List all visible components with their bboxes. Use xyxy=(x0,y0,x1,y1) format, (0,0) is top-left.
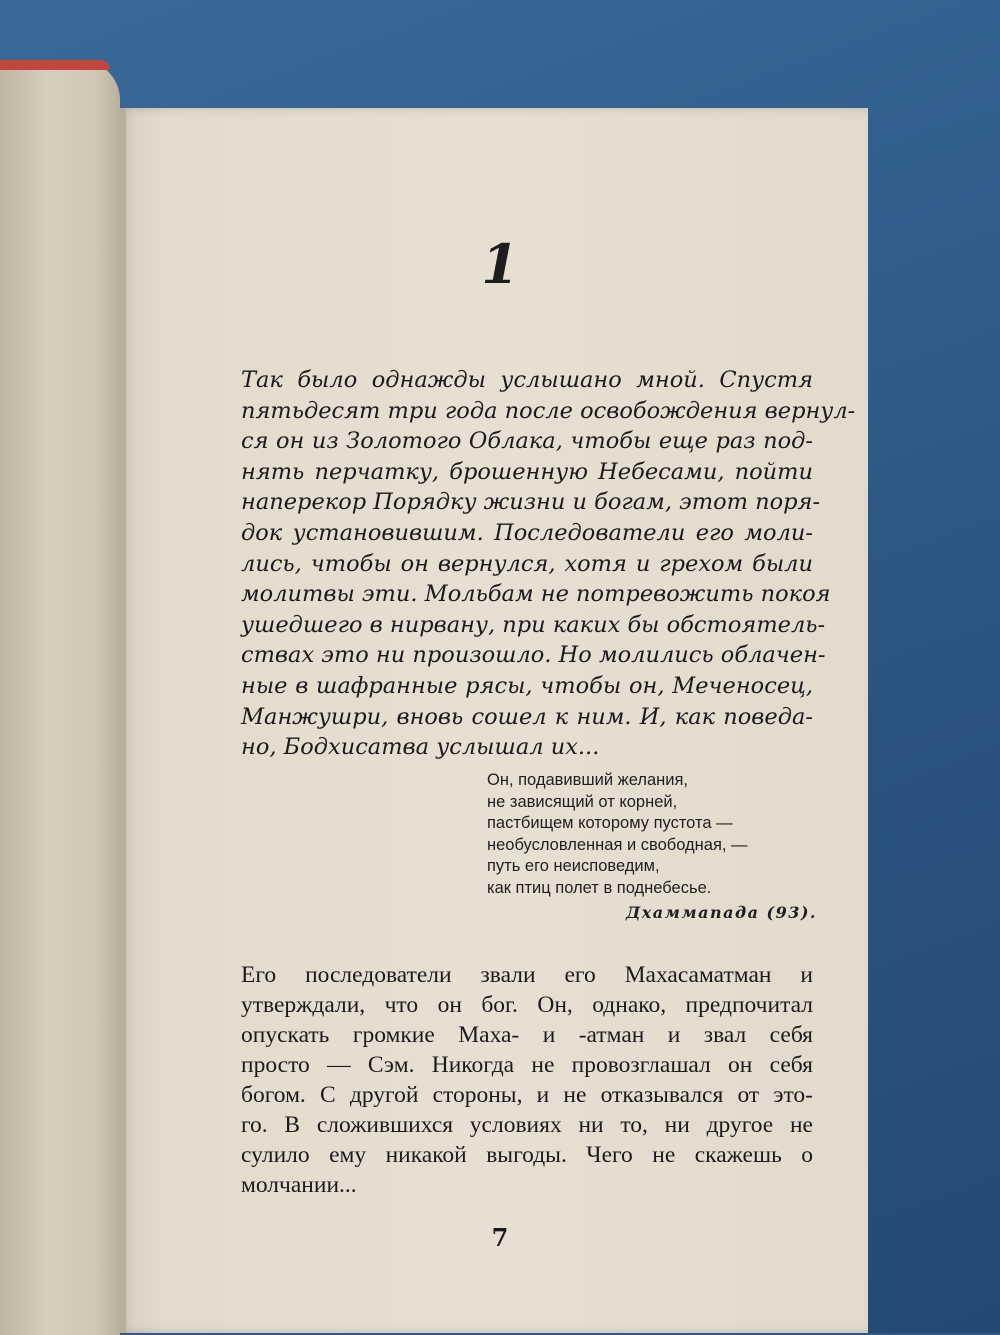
epigraph-line: ся он из Золотого Облака, чтобы еще раз под- xyxy=(241,428,813,455)
body-line: богом. С другой стороны, и не отказывался от это- xyxy=(241,1082,813,1108)
poem-source: Дхаммапада (93). xyxy=(626,902,817,922)
poem-line: пастбищем которому пустота — xyxy=(487,814,733,833)
body-line: опускать громкие Маха- и -атман и звал себя xyxy=(241,1022,813,1048)
body-line: сулило ему никакой выгоды. Чего не скажешь о xyxy=(241,1142,813,1168)
poem-line: как птиц полет в поднебесье. xyxy=(487,878,712,897)
epigraph-line: док установившим. Последователи его моли- xyxy=(241,519,813,546)
page-number: 7 xyxy=(491,1223,509,1252)
epigraph xyxy=(241,365,856,763)
epigraph-line: ушедшего в нирвану, при каких бы обстоятель- xyxy=(241,611,826,638)
epigraph-line: пятьдесят три года после освобождения вернул- xyxy=(241,397,856,424)
epigraph-line: но, Бодхисатва услышал их... xyxy=(241,734,600,761)
body-line: го. В сложившихся условиях ни то, ни другое не xyxy=(241,1112,813,1138)
body-line: утверждали, что он бог. Он, однако, предпочитал xyxy=(241,992,813,1018)
epigraph-line: лись, чтобы он вернулся, хотя и грехом были xyxy=(241,550,813,577)
epigraph-line: нять перчатку, брошенную Небесами, пойти xyxy=(241,458,813,485)
poem-line: Он, подавивший желания, xyxy=(487,771,688,789)
epigraph-line: ные в шафранные рясы, чтобы он, Меченосец, xyxy=(241,672,813,699)
epigraph-line: наперекор Порядку жизни и богам, этот поря- xyxy=(241,489,821,516)
chapter-number: 1 xyxy=(481,232,519,296)
epigraph-line: Манжушри, вновь сошел к ним. И, как поведа- xyxy=(241,703,813,730)
poem-quote xyxy=(487,770,817,923)
epigraph-line: молитвы эти. Мольбам не потревожить покоя xyxy=(241,581,831,608)
book-cover-edge xyxy=(0,60,110,70)
poem-line: не зависящий от корней, xyxy=(487,792,678,811)
body-line: молчании... xyxy=(241,1172,357,1198)
poem-line: необусловленная и свободная, — xyxy=(487,835,748,854)
body-paragraph xyxy=(241,960,813,1200)
body-line: просто — Сэм. Никогда не провозглашал он себя xyxy=(241,1052,813,1078)
epigraph-line: ствах это ни произошло. Но молились облачен- xyxy=(241,642,826,669)
epigraph-line: Так было однажды услышано мной. Спустя xyxy=(241,367,813,393)
poem-line: путь его неисповедим, xyxy=(487,857,660,876)
body-line: Его последователи звали его Махасаматман и xyxy=(241,962,813,988)
